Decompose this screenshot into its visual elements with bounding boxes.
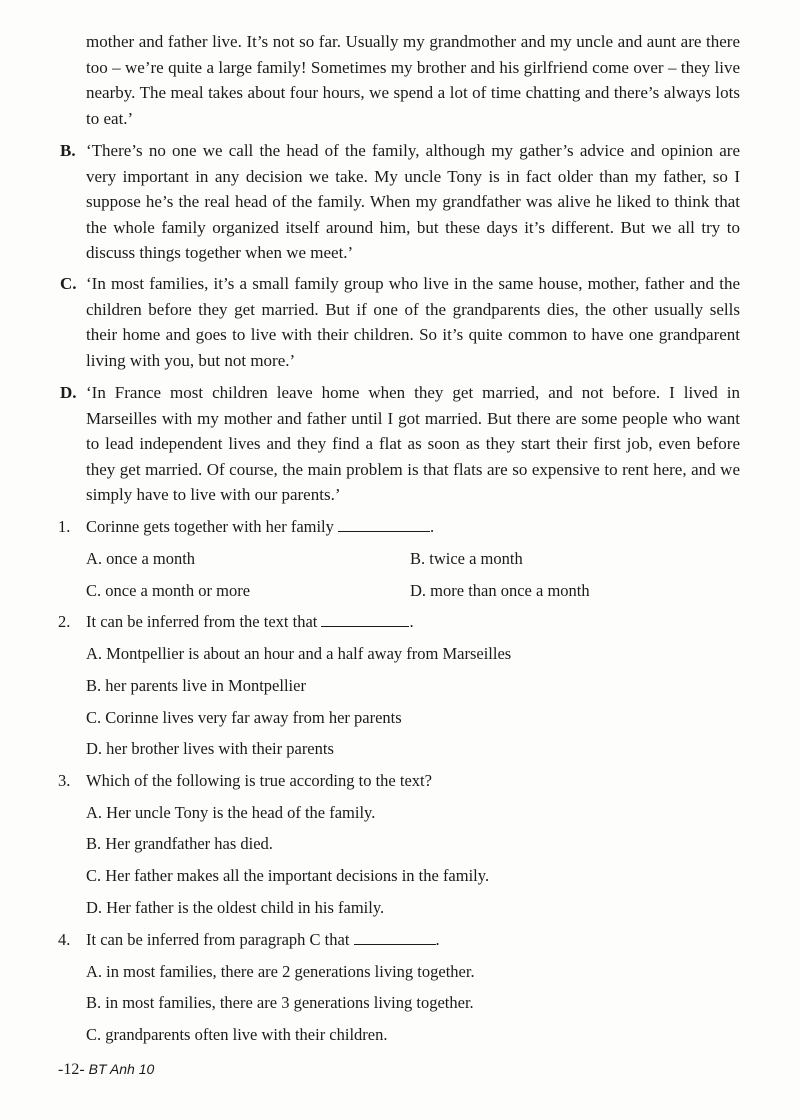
option-a[interactable]: A. Her uncle Tony is the head of the family. [86,803,376,822]
question-number: 4. [58,930,71,949]
paragraph-b-text: ‘There’s no one we call the head of the family, although my gather’s advice and opinion are very important in any decision we take. My uncle Tony is in fact older than my father, so I suppose he’s the real head of the family. When my grandfather was alive he liked to think that the whole family organized itself around him, but these days it’s different. But we all try to discuss things together when we meet.’ [86,141,740,262]
option-c[interactable]: C. Corinne lives very far away from her parents [86,708,402,727]
question-number: 1. [58,517,71,536]
question-text: Which of the following is true according to the text? [86,771,432,790]
question-number: 3. [58,771,71,790]
passage-paragraph-a-continuation: mother and father live. It’s not so far. Usually my grandmother and my uncle and aunt are there too – we’re quite a large family! Sometimes my brother and his girlfriend come over – they live nearby. The meal takes about four hours, we spend a lot of time chatting and there’s always lots to eat.’ [86,32,740,128]
option-b[interactable]: B. Her grandfather has died. [86,834,273,853]
question-text: It can be inferred from paragraph C that . [86,930,440,949]
answer-blank[interactable] [354,930,436,945]
answer-blank[interactable] [321,612,409,627]
option-b[interactable]: B. in most families, there are 3 generations living together. [86,993,474,1012]
option-a[interactable]: A. Montpellier is about an hour and a half away from Marseilles [86,644,512,663]
paragraph-c-text: ‘In most families, it’s a small family group who live in the same house, mother, father and the children before they get married. But if one of the grandparents dies, the other usually sells their home and goes to live with their children. So it’s quite common to have one grandparent living with you, but not more.’ [86,274,740,370]
option-b[interactable]: B. twice a month [410,549,523,568]
paragraph-d-text: ‘In France most children leave home when they get married, and not before. I lived in Marseilles with my mother and father until I got married. But there are some people who want to lead independent lives and they find a flat as soon as they start their first job, even before they get married. Of course, the main problem is that flats are so expensive to rent here, and we simply have to live with our parents.’ [86,383,740,504]
question-number: 2. [58,612,71,631]
option-b[interactable]: B. her parents live in Montpellier [86,676,306,695]
answer-blank[interactable] [338,517,430,532]
option-c[interactable]: C. once a month or more [86,581,251,600]
show-through-mark [470,510,474,526]
paragraph-b-label: B. [60,141,76,160]
option-c[interactable]: C. grandparents often live with their children. [86,1025,388,1044]
question-text: Corinne gets together with her family . [86,517,435,536]
option-c[interactable]: C. Her father makes all the important decisions in the family. [86,866,490,885]
page-footer [58,1061,154,1079]
option-a[interactable]: A. once a month [86,549,196,568]
option-a[interactable]: A. in most families, there are 2 generations living together. [86,962,475,981]
question-text: It can be inferred from the text that . [86,612,414,631]
option-d[interactable]: D. more than once a month [410,581,590,600]
book-title: BT Anh 10 [88,1061,155,1077]
page-number: -12- [58,1061,85,1078]
paragraph-d-label: D. [60,383,77,402]
paragraph-c-label: C. [60,274,77,293]
option-d[interactable]: D. her brother lives with their parents [86,739,334,758]
option-d[interactable]: D. Her father is the oldest child in his family. [86,898,385,917]
